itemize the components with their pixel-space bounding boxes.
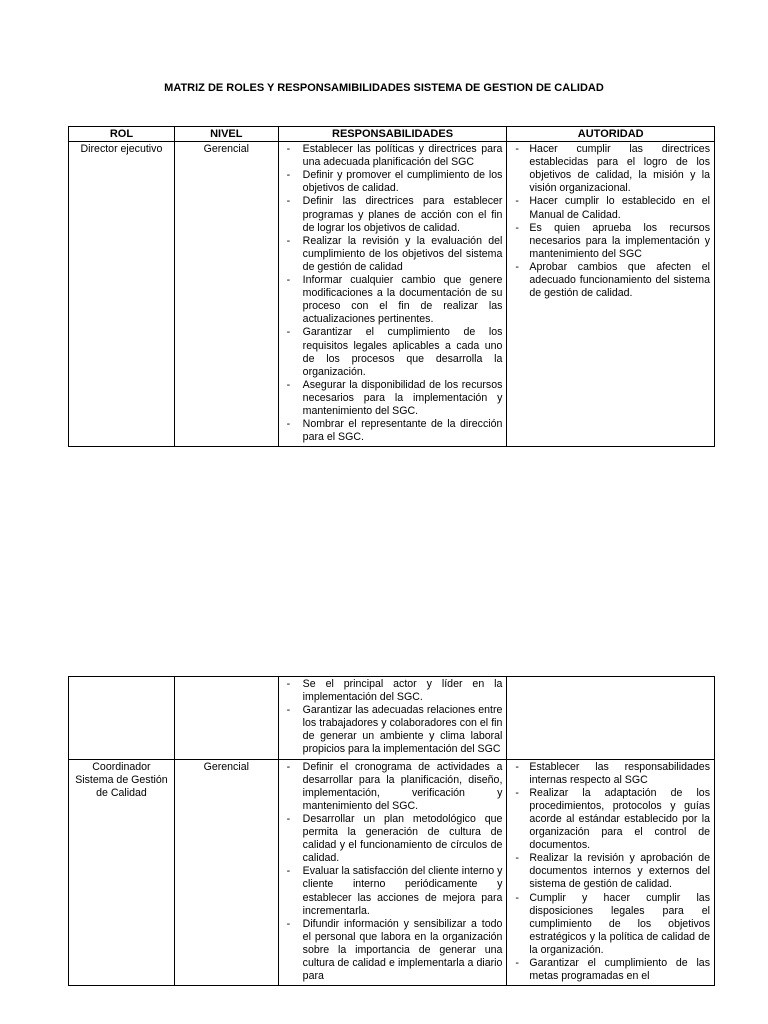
list-item: - Nombrar el representante de la dirección para el SGC.	[283, 418, 503, 444]
list-item: - Evaluar la satisfacción del cliente interno y cliente interno periódicamente y establecer las acciones de mejora para incrementarla.	[283, 865, 503, 917]
cell-nivel: Gerencial	[174, 759, 278, 986]
list-item: - Informar cualquier cambio que genere modificaciones a la documentación de su proceso con el fin de realizar las actualizaciones pertinentes.	[283, 274, 503, 326]
responsabilidades-list	[283, 761, 503, 984]
document-title: MATRIZ DE ROLES Y RESPONSAMIBILIDADES SISTEMA DE GESTION DE CALIDAD	[164, 82, 604, 94]
cell-rol-empty	[69, 677, 175, 760]
cell-autoridad	[507, 142, 715, 447]
list-item: - Realizar la adaptación de los procedimientos, protocolos y guías acorde al estándar establecido por la organización para el control de documentos.	[511, 787, 710, 852]
list-item: - Hacer cumplir lo establecido en el Manual de Calidad.	[511, 195, 710, 221]
cell-responsabilidades	[278, 142, 507, 447]
list-item: - Garantizar las adecuadas relaciones entre los trabajadores y colaboradores con el fin de generar un ambiente y clima laboral propicios para la implementación del SGC	[283, 704, 503, 756]
table-row	[69, 759, 715, 986]
list-item: - Aprobar cambios que afecten el adecuado funcionamiento del sistema de gestión de calidad.	[511, 261, 710, 300]
list-item: - Realizar la revisión y aprobación de documentos internos y externos del sistema de gestión de calidad.	[511, 852, 710, 891]
roles-matrix-table-page1	[68, 126, 715, 447]
list-item: - Hacer cumplir las directrices establecidas para el logro de los objetivos de calidad, la misión y la visión organizacional.	[511, 143, 710, 195]
cell-nivel: Gerencial	[174, 142, 278, 447]
header-autoridad: AUTORIDAD	[507, 127, 715, 142]
list-item: - Se el principal actor y líder en la implementación del SGC.	[283, 678, 503, 704]
list-item: - Desarrollar un plan metodológico que permita la generación de cultura de calidad y el funcionamiento de círculos de calidad.	[283, 813, 503, 865]
cell-responsabilidades	[278, 677, 507, 760]
autoridad-list	[511, 761, 710, 984]
list-item: - Difundir información y sensibilizar a todo el personal que labora en la organización sobre la importancia de generar una cultura de calidad e implementarla a diario para	[283, 918, 503, 983]
cell-responsabilidades	[278, 759, 507, 986]
header-nivel: NIVEL	[174, 127, 278, 142]
list-item: - Definir las directrices para establecer programas y planes de acción con el fin de lograr los objetivos de calidad.	[283, 195, 503, 234]
roles-matrix-table-page2	[68, 676, 715, 986]
cell-autoridad	[507, 759, 715, 986]
list-item: - Definir y promover el cumplimiento de los objetivos de calidad.	[283, 169, 503, 195]
list-item: - Cumplir y hacer cumplir las disposiciones legales para el cumplimiento de los objetivos estratégicos y la política de calidad de la organización.	[511, 892, 710, 957]
responsabilidades-list	[283, 143, 503, 444]
cell-rol: Director ejecutivo	[69, 142, 175, 447]
table-header-row	[69, 127, 715, 142]
autoridad-list	[511, 143, 710, 300]
list-item: - Definir el cronograma de actividades a desarrollar para la planificación, diseño, implementación, verificación y mantenimiento del SGC.	[283, 761, 503, 813]
responsabilidades-list	[283, 678, 503, 757]
list-item: - Garantizar el cumplimiento de los requisitos legales aplicables a cada uno de los procesos que desarrolla la organización.	[283, 326, 503, 378]
list-item: - Garantizar el cumplimiento de las metas programadas en el	[511, 957, 710, 983]
table-row	[69, 142, 715, 447]
cell-nivel-empty	[174, 677, 278, 760]
list-item: - Establecer las responsabilidades internas respecto al SGC	[511, 761, 710, 787]
list-item: - Establecer las políticas y directrices para una adecuada planificación del SGC	[283, 143, 503, 169]
cell-rol: Coordinador Sistema de Gestión de Calidad	[69, 759, 175, 986]
list-item: - Es quien aprueba los recursos necesarios para la implementación y mantenimiento del SGC	[511, 222, 710, 261]
table-row	[69, 677, 715, 760]
header-rol: ROL	[69, 127, 175, 142]
list-item: - Asegurar la disponibilidad de los recursos necesarios para la implementación y mantenimiento del SGC.	[283, 379, 503, 418]
header-responsabilidades: RESPONSABILIDADES	[278, 127, 507, 142]
cell-autoridad-empty	[507, 677, 715, 760]
list-item: - Realizar la revisión y la evaluación del cumplimiento de los objetivos del sistema de gestión de calidad	[283, 235, 503, 274]
